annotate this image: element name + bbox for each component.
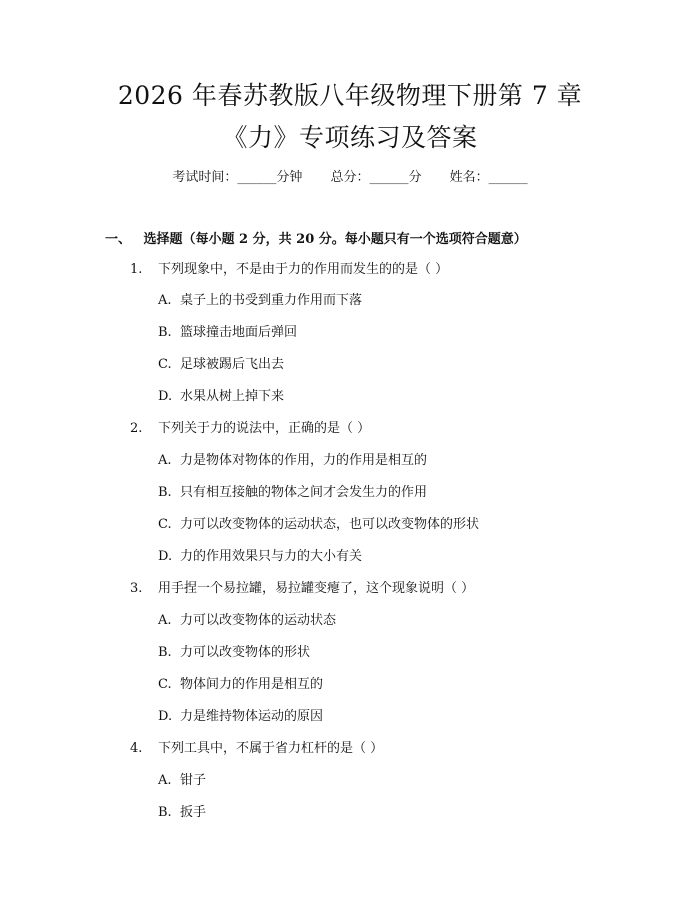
exam-info [0, 168, 700, 188]
document-title-line2: 《力》专项练习及答案 [222, 123, 478, 152]
question-1-option-b [158, 323, 297, 343]
question-text: 下列工具中，不属于省力杠杆的是（ ） [158, 741, 384, 756]
option-letter: B. [158, 805, 172, 820]
question-text: 下列关于力的说法中，正确的是（ ） [158, 421, 371, 436]
option-text: 力可以改变物体的形状 [180, 645, 311, 660]
question-3-option-b [158, 643, 310, 663]
question-1 [130, 260, 448, 280]
option-text: 篮球撞击地面后弹回 [180, 325, 298, 340]
question-1-option-d [158, 387, 284, 407]
option-letter: D. [158, 549, 173, 564]
question-3-option-d [158, 707, 323, 727]
question-4 [130, 739, 383, 759]
exam-time-field: 考试时间：______分钟 [172, 170, 303, 185]
option-letter: C. [158, 677, 172, 692]
option-text: 足球被踢后飞出去 [180, 357, 285, 372]
option-text: 力可以改变物体的运动状态，也可以改变物体的形状 [180, 517, 480, 532]
option-letter: C. [158, 357, 172, 372]
section-title: 选择题（每小题 2 分，共 20 分。每小题只有一个选项符合题意） [143, 232, 527, 247]
question-2 [130, 419, 370, 439]
option-letter: A. [158, 773, 172, 788]
option-letter: C. [158, 517, 172, 532]
option-letter: A. [158, 453, 172, 468]
option-text: 力是维持物体运动的原因 [180, 709, 324, 724]
option-text: 钳子 [180, 773, 207, 788]
question-3 [130, 579, 474, 599]
option-letter: B. [158, 645, 172, 660]
option-text: 只有相互接触的物体之间才会发生力的作用 [180, 485, 428, 500]
question-3-option-c [158, 675, 323, 695]
option-text: 力的作用效果只与力的大小有关 [180, 549, 363, 564]
option-text: 力可以改变物体的运动状态 [180, 613, 337, 628]
document-title-line1: 2026 年春苏教版八年级物理下册第 7 章 [117, 81, 583, 110]
option-letter: A. [158, 293, 172, 308]
option-letter: B. [158, 325, 172, 340]
question-2-option-a [158, 451, 427, 471]
question-1-option-a [158, 291, 362, 311]
section-number: 一、 [105, 232, 132, 247]
option-text: 扳手 [180, 805, 207, 820]
question-2-option-d [158, 547, 362, 567]
option-letter: B. [158, 485, 172, 500]
name-field: 姓名：______ [449, 170, 528, 185]
option-text: 力是物体对物体的作用，力的作用是相互的 [180, 453, 428, 468]
option-letter: A. [158, 613, 172, 628]
question-text: 下列现象中，不是由于力的作用而发生的的是（ ） [158, 262, 449, 277]
question-number: 3. [130, 581, 143, 596]
question-2-option-c [158, 515, 479, 535]
option-text: 水果从树上掉下来 [180, 389, 285, 404]
option-letter: D. [158, 709, 173, 724]
option-text: 物体间力的作用是相互的 [180, 677, 324, 692]
question-2-option-b [158, 483, 427, 503]
question-number: 4. [130, 741, 143, 756]
question-4-option-b [158, 803, 206, 823]
question-number: 1. [130, 262, 143, 277]
question-text: 用手捏一个易拉罐，易拉罐变瘪了，这个现象说明（ ） [158, 581, 475, 596]
section-heading [105, 230, 527, 250]
option-letter: D. [158, 389, 173, 404]
question-1-option-c [158, 355, 284, 375]
option-text: 桌子上的书受到重力作用而下落 [180, 293, 363, 308]
question-3-option-a [158, 611, 336, 631]
question-4-option-a [158, 771, 206, 791]
total-score-field: 总分：______分 [330, 170, 422, 185]
question-number: 2. [130, 421, 143, 436]
